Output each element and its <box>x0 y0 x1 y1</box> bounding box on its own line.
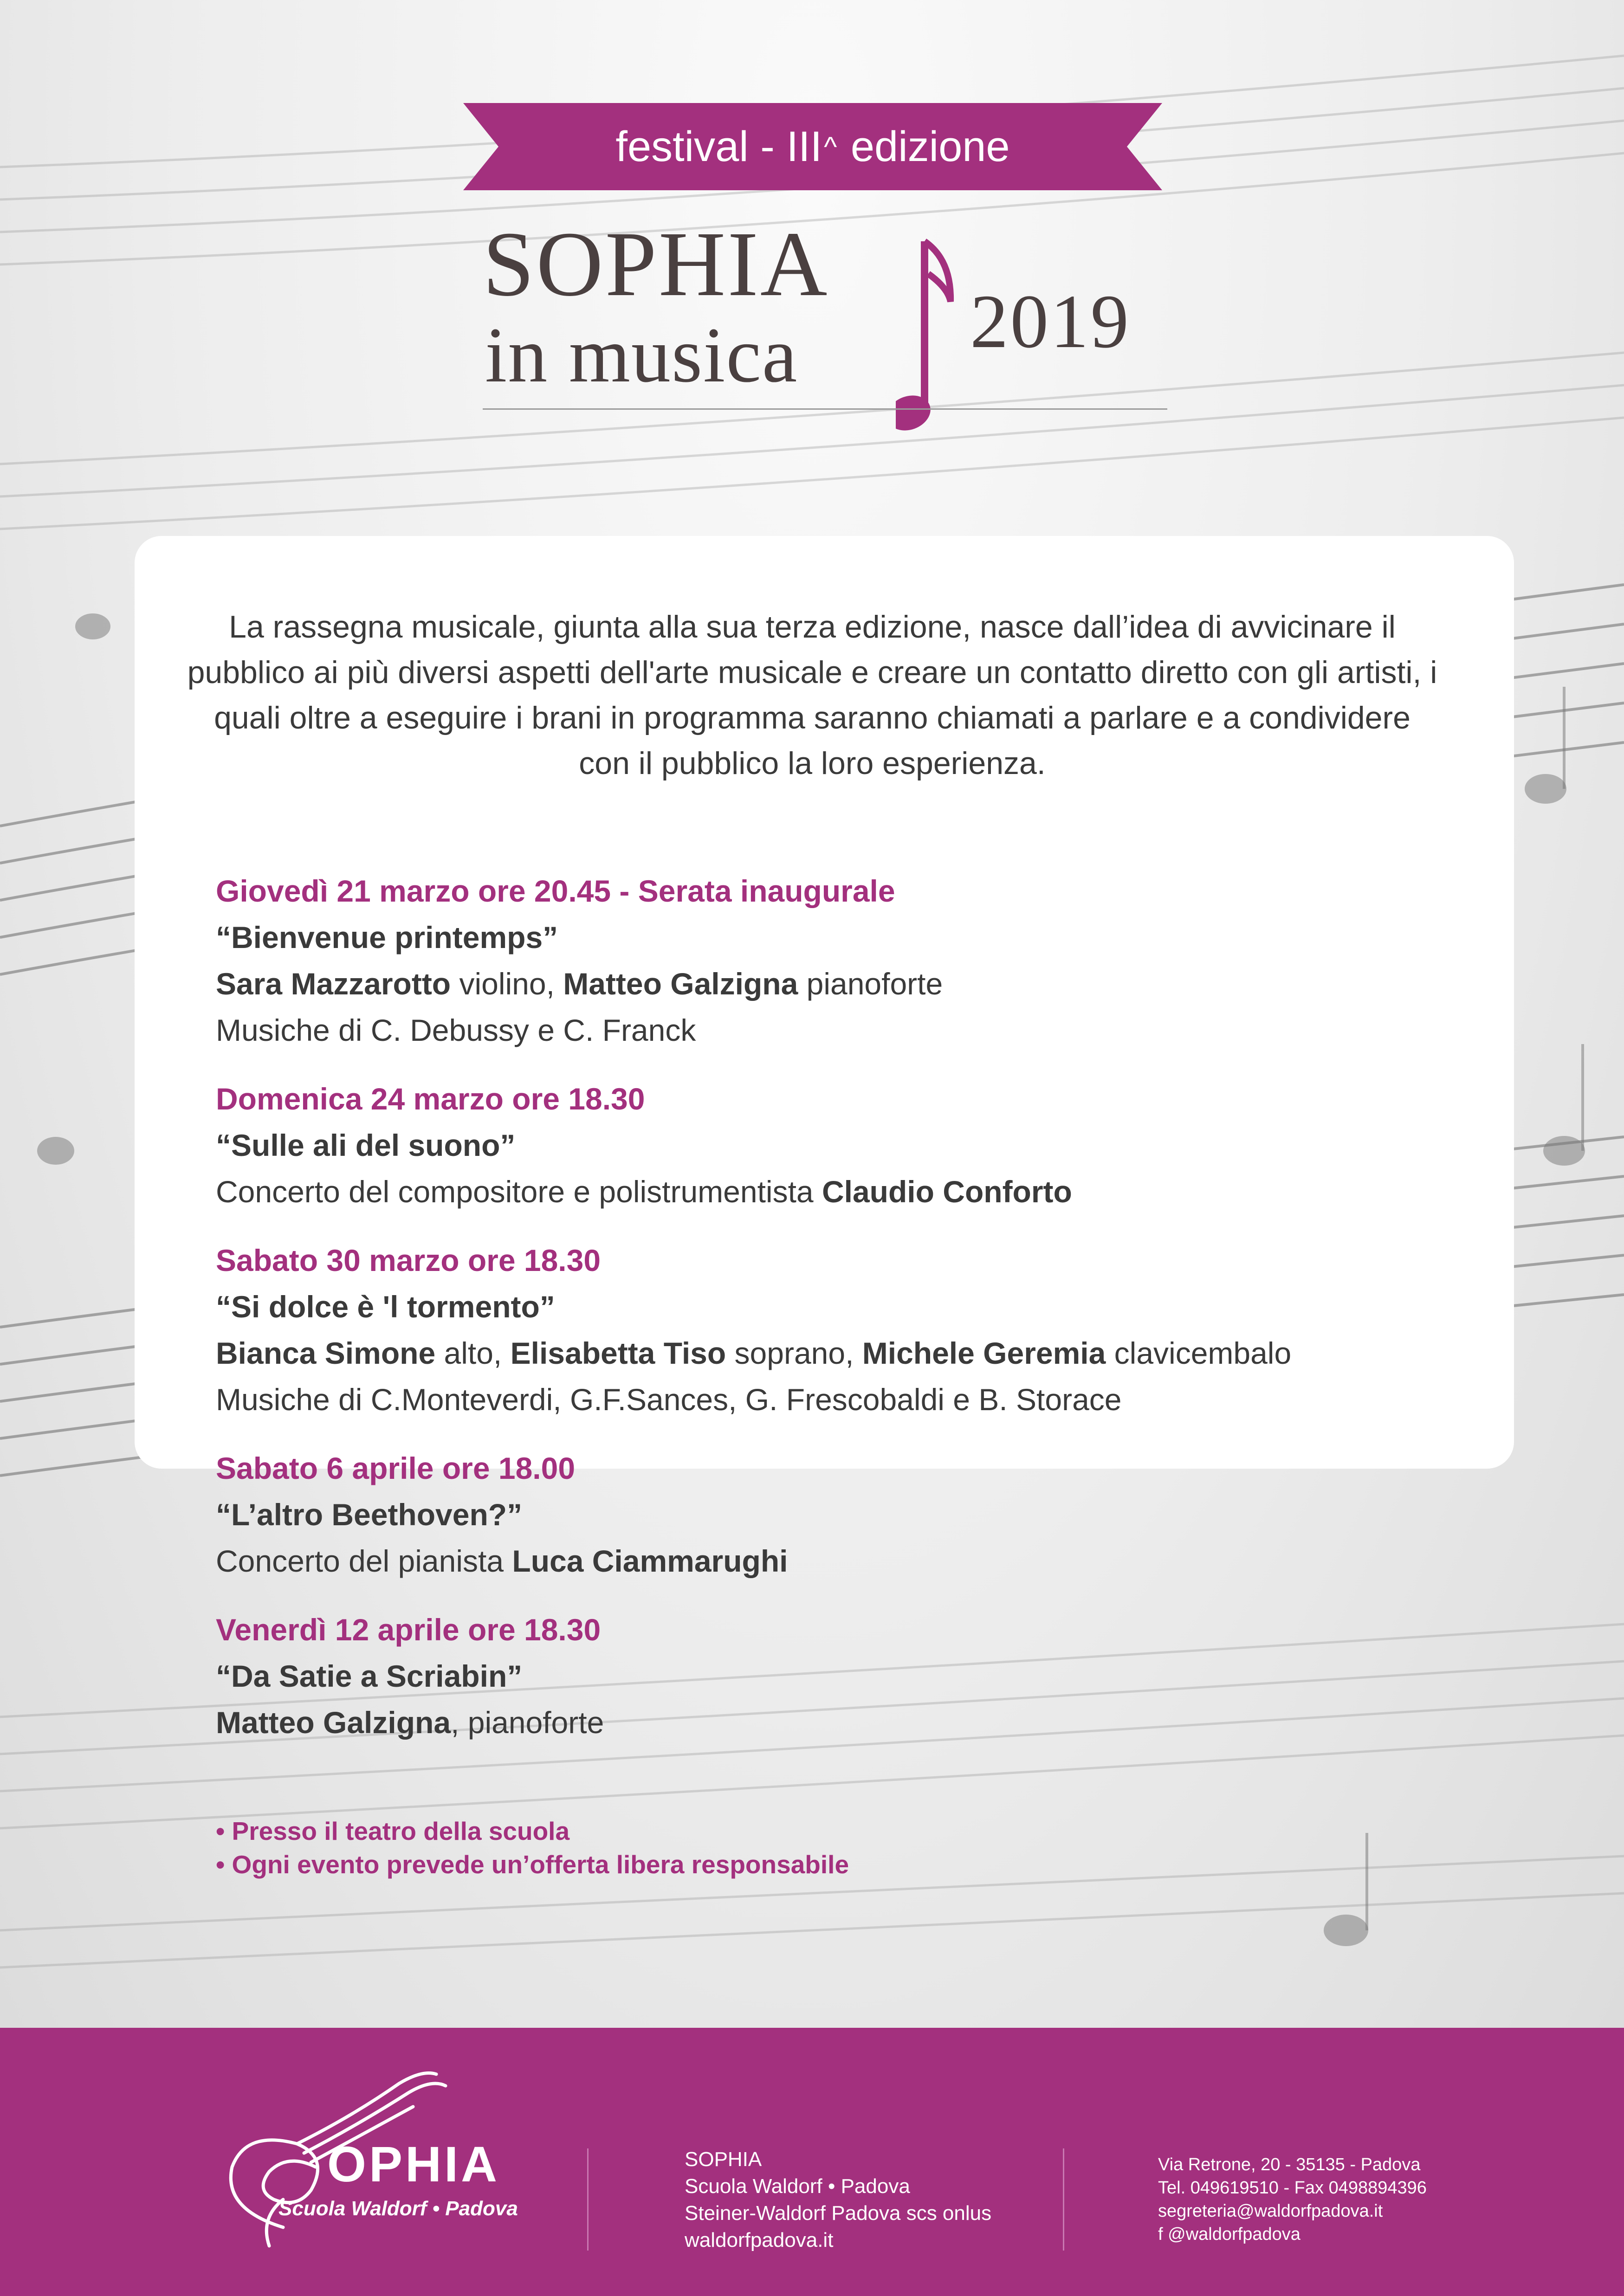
logo-wordmark: OPHIA <box>327 2136 500 2192</box>
music-note-icon <box>896 232 961 445</box>
org-name: SOPHIA <box>685 2148 762 2171</box>
performer-role: pianoforte <box>798 967 943 1001</box>
event-title: “Da Satie a Scriabin” <box>216 1659 523 1693</box>
event-music: Musiche di C. Debussy e C. Franck <box>216 1013 696 1047</box>
event-description <box>216 1538 1469 1584</box>
contact-facebook: f @waldorfpadova <box>1158 2225 1300 2244</box>
org-legal: Steiner-Waldorf Padova scs onlus <box>685 2202 992 2225</box>
performer-role: clavicembalo <box>1106 1336 1292 1370</box>
title-in-musica: in musica <box>485 311 798 399</box>
description-text: Concerto del compositore e polistrumentista <box>216 1174 822 1209</box>
event-item <box>216 1076 1469 1215</box>
event-item <box>216 1445 1469 1584</box>
event-performers <box>216 961 1469 1007</box>
performer-name: Michele Geremia <box>862 1336 1106 1370</box>
event-performers <box>216 1330 1469 1376</box>
event-description <box>216 1168 1469 1215</box>
note-offer: • Ogni evento prevede un’offerta libera responsabile <box>216 1850 849 1879</box>
title-rule <box>483 408 1167 410</box>
performer-name: Claudio Conforto <box>822 1174 1072 1209</box>
performer-name: Matteo Galzigna <box>563 967 798 1001</box>
ribbon-text <box>463 103 1162 190</box>
footer-divider <box>587 2148 589 2251</box>
performer-name: Bianca Simone <box>216 1336 436 1370</box>
edition-ribbon <box>463 103 1162 190</box>
event-title: “Si dolce è 'l tormento” <box>216 1290 555 1324</box>
ribbon-suffix: edizione <box>850 123 1010 170</box>
event-date: Venerdì 12 aprile ore 18.30 <box>216 1612 601 1647</box>
description-text: Concerto del pianista <box>216 1544 512 1578</box>
footer-contact-info <box>1158 2153 1427 2246</box>
intro-paragraph: La rassegna musicale, giunta alla sua terza edizione, nasce dall’idea di avvicinare il pubblico ai più diversi aspetti dell'arte musicale e creare un contatto diretto con gli artisti, i quali oltre a eseguire i brani in programma saranno chiamati a parlare e a condividere con il pubblico la loro esperienza. <box>187 609 1437 781</box>
title-sophia: SOPHIA <box>483 213 829 316</box>
contact-address: Via Retrone, 20 - 35135 - Padova <box>1158 2155 1421 2174</box>
org-website: waldorfpadova.it <box>685 2229 834 2251</box>
ribbon-sup: ^ <box>824 131 837 162</box>
performer-role: soprano, <box>726 1336 862 1370</box>
event-date: Sabato 30 marzo ore 18.30 <box>216 1243 601 1277</box>
logo-subtitle: Scuola Waldorf • Padova <box>278 2197 518 2220</box>
performer-role: , pianoforte <box>451 1705 604 1740</box>
event-notes <box>216 1814 849 1881</box>
contact-email: segreteria@waldorfpadova.it <box>1158 2201 1383 2221</box>
event-date: Sabato 6 aprile ore 18.00 <box>216 1451 576 1485</box>
event-music: Musiche di C.Monteverdi, G.F.Sances, G. Frescobaldi e B. Storace <box>216 1382 1122 1417</box>
event-date: Domenica 24 marzo ore 18.30 <box>216 1082 645 1116</box>
note-venue: • Presso il teatro della scuola <box>216 1817 570 1845</box>
ribbon-prefix: festival - III <box>615 123 822 170</box>
contact-phone: Tel. 049619510 - Fax 0498894396 <box>1158 2178 1427 2198</box>
performer-name: Luca Ciammarughi <box>512 1544 788 1578</box>
event-title: “Sulle ali del suono” <box>216 1128 516 1162</box>
footer-org-info <box>685 2146 991 2254</box>
performer-role: alto, <box>435 1336 511 1370</box>
event-title: “Bienvenue printemps” <box>216 920 558 955</box>
performer-name: Sara Mazzarotto <box>216 967 451 1001</box>
footer-divider <box>1063 2148 1064 2251</box>
performer-name: Elisabetta Tiso <box>510 1336 726 1370</box>
year: 2019 <box>970 279 1131 364</box>
performer-role: violino, <box>451 967 563 1001</box>
event-item <box>216 868 1469 1053</box>
org-school: Scuola Waldorf • Padova <box>685 2175 910 2198</box>
event-list <box>216 868 1469 1768</box>
event-title: “L’altro Beethoven?” <box>216 1497 523 1532</box>
event-item <box>216 1606 1469 1746</box>
event-date: Giovedì 21 marzo ore 20.45 - Serata inaugurale <box>216 874 895 908</box>
event-performers <box>216 1699 1469 1746</box>
event-item <box>216 1237 1469 1423</box>
performer-name: Matteo Galzigna <box>216 1705 451 1740</box>
